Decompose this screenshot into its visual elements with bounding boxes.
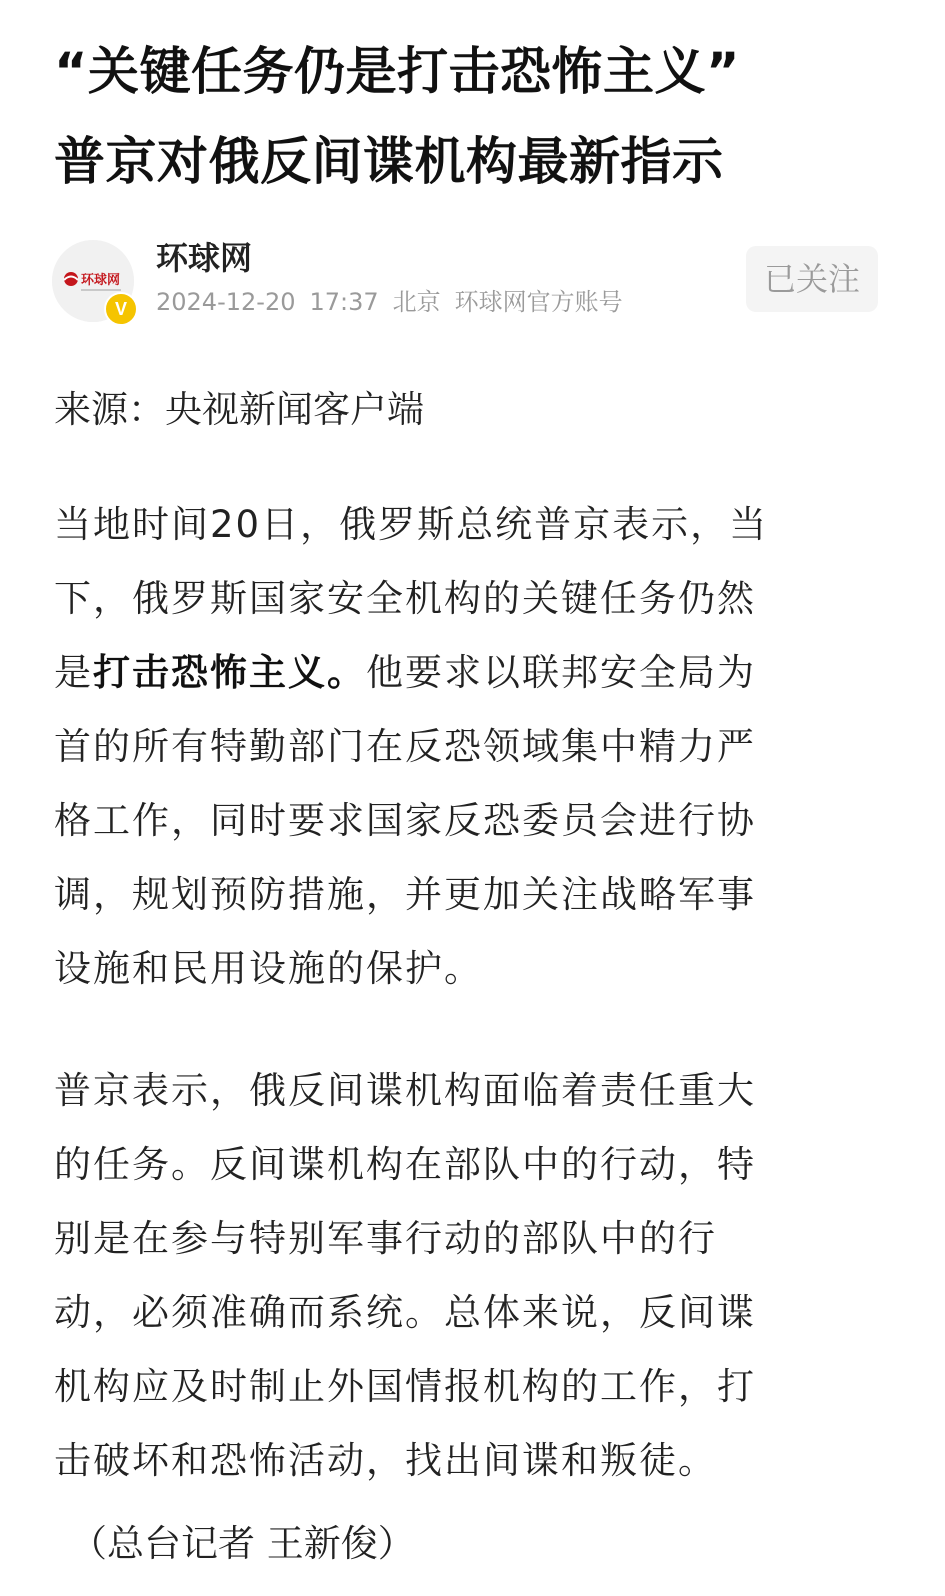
reporter-credit: （总台记者 王新俊） <box>70 1522 415 1565</box>
follow-button[interactable]: 已关注 <box>746 246 878 312</box>
publish-date: 2024-12-20 <box>156 288 296 316</box>
paragraph-line: 格工作，同时要求国家反恐委员会进行协 <box>54 799 756 842</box>
author-name[interactable]: 环球网 <box>156 239 253 277</box>
account-type: 环球网官方账号 <box>454 288 623 316</box>
paragraph-line: 击破坏和恐怖活动，找出间谍和叛徒。 <box>54 1439 717 1482</box>
author-meta <box>156 286 637 318</box>
publish-time: 17:37 <box>309 288 379 316</box>
bold-highlight: 打击恐怖主义。 <box>93 651 366 694</box>
headline-line: 普京对俄反间谍机构最新指示 <box>54 133 724 192</box>
paragraph-line: 动，必须准确而系统。总体来说，反间谍 <box>54 1291 756 1334</box>
author-row <box>52 236 878 326</box>
article-source: 来源：央视新闻客户端 <box>54 388 424 431</box>
author-avatar[interactable] <box>52 240 134 322</box>
paragraph-line <box>54 636 884 710</box>
paragraph-line: 设施和民用设施的保护。 <box>54 947 483 990</box>
article-paragraph <box>54 1054 884 1498</box>
paragraph-line: 调，规划预防措施，并更加关注战略军事 <box>54 873 756 916</box>
paragraph-line: 的任务。反间谍机构在部队中的行动，特 <box>54 1143 756 1186</box>
article-paragraph <box>54 488 884 1006</box>
paragraph-line: 当地时间20日，俄罗斯总统普京表示，当 <box>54 503 769 546</box>
publish-location: 北京 <box>392 288 441 316</box>
paragraph-text: 他要求以联邦安全局为 <box>366 651 756 694</box>
paragraph-line: 普京表示，俄反间谍机构面临着责任重大 <box>54 1069 756 1112</box>
paragraph-line: 下，俄罗斯国家安全机构的关键任务仍然 <box>54 577 756 620</box>
paragraph-line: 机构应及时制止外国情报机构的工作，打 <box>54 1365 756 1408</box>
logo-text: 环球网 <box>81 273 121 288</box>
verified-badge-icon: V <box>104 292 138 326</box>
article-headline <box>54 28 904 208</box>
paragraph-line: 首的所有特勤部门在反恐领域集中精力严 <box>54 725 756 768</box>
paragraph-text: 是 <box>54 651 93 694</box>
paragraph-line: 别是在参与特别军事行动的部队中的行 <box>54 1217 717 1260</box>
headline-line: “关键任务仍是打击恐怖主义” <box>54 43 741 102</box>
